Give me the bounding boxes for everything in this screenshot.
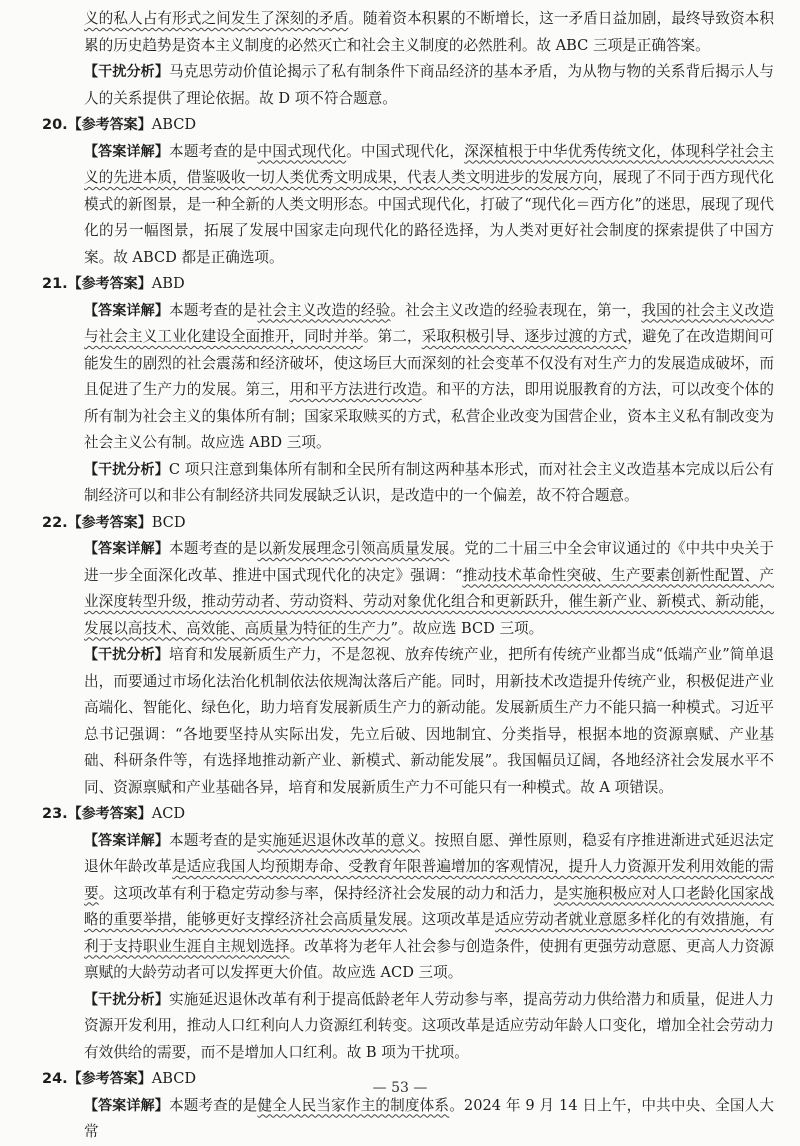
interference-analysis-21: [68, 457, 774, 510]
interference-analysis: [68, 59, 774, 112]
question-number: 22.: [42, 514, 68, 531]
emphasis-text: 社会主义改造的经验: [257, 301, 391, 319]
answer-value: ABD: [151, 275, 185, 292]
emphasis-text: 适应劳动者就业意愿多样化的有效措施，有利于支持职业生涯自主规划选择: [84, 911, 774, 955]
body-text: 本题考查的是: [169, 540, 258, 557]
page-content: [42, 6, 775, 1146]
answer-tag: 【参考答案】: [67, 1071, 152, 1087]
body-text: 实施延迟退休改革有利于提高低龄老年人劳动参与率，提高劳动力供给潜力和质量，促进人力资源开发利用，推动人口红利向人力资源红利转变。这项改革是适应劳动年龄人口变化，增加全社会劳动力有效供给的需要，而不是增加人口红利。故 B 项为干扰项。: [84, 990, 774, 1061]
body-text: 。改革将为老年人社会参与创造条件，使拥有更强劳动意愿、更高人力资源禀赋的大龄劳动者可以发挥更大价值。故应选 ACD 三项。: [84, 937, 774, 981]
answer-detail-22: [68, 536, 774, 642]
emphasis-text: 深深植根于中华优秀传统文化，体现科学社会主义的先进本质，借鉴吸收一切人类优秀文明成果，代表人类文明进步的发展方向: [84, 142, 774, 186]
body-text: C 项只注意到集体所有制和全民所有制这两种基本形式，而对社会主义改造基本完成以后公有制经济可以和非公有制经济共同发展缺乏认识，是改造中的一个偏差，故不符合题意。: [84, 460, 775, 504]
continuation-paragraph: [68, 6, 774, 59]
question-number: 20.: [42, 117, 68, 133]
detail-tag: 【答案详解】: [84, 541, 169, 557]
body-text: 。这项改革有利于稳定劳动参与率，保持经济社会发展的动力和活力，: [98, 884, 554, 902]
detail-tag: 【答案详解】: [84, 832, 169, 849]
answer-line-20: [42, 112, 774, 139]
interference-tag: 【干扰分析】: [84, 991, 169, 1008]
emphasis-text: 健全人民当家作主的制度体系: [257, 1096, 450, 1114]
page-number: — 53 —: [372, 1080, 428, 1096]
interference-tag: 【干扰分析】: [84, 647, 169, 663]
body-text: 。社会主义改造的经验表现在，第一，: [390, 301, 642, 319]
emphasis-text: 实施延迟退休改革的意义: [257, 831, 420, 849]
body-text: 。2024 年 9 月 14 日上午，中共中央、全国人大常: [84, 1096, 774, 1140]
body-text: ，避免了在改造期间可能发生的剧烈的社会震荡和经济破坏，使这场巨大而深刻的社会变革不仅没有对生产力的发展造成破坏，而且促进了生产力的发展。第三，: [84, 328, 774, 398]
emphasis-text: 是实施积极应对人口老龄化国家战略的重要举措，能够更好支撑经济社会高质量发展: [84, 884, 774, 928]
question-number: 23.: [42, 806, 68, 822]
detail-tag: 【答案详解】: [84, 143, 169, 160]
body-text: ”。故应选 BCD 三项。: [390, 619, 544, 637]
body-text: 。这项改革是: [407, 911, 496, 928]
body-text: 马克思劳动价值论揭示了私有制条件下商品经济的基本矛盾，为从物与物的关系背后揭示人与人的关系提供了理论依据。故 D 项不符合题意。: [84, 63, 774, 107]
answer-value: ACD: [151, 805, 186, 822]
answer-value: ABCD: [151, 116, 197, 133]
answer-tag: 【参考答案】: [67, 276, 152, 292]
emphasis-text: 用和平方法进行改造: [289, 381, 422, 398]
interference-tag: 【干扰分析】: [84, 64, 169, 80]
interference-tag: 【干扰分析】: [84, 461, 169, 478]
answer-detail-24: [68, 1093, 774, 1146]
body-text: 。党的二十届三中全会审议通过的《中共中央关于进一步全面深化改革、推进中国式现代化的决定》强调：“: [84, 540, 774, 584]
question-number: 24.: [42, 1071, 68, 1087]
body-text: 本题考查的是: [169, 142, 258, 160]
detail-tag: 【答案详解】: [84, 1097, 169, 1114]
detail-tag: 【答案详解】: [84, 302, 169, 319]
question-number: 21.: [42, 276, 68, 292]
emphasis-text: 推动技术革命性突破、生产要素创新性配置、产业深度转型升级，推动劳动者、劳动资料、劳动对象优化组合和更新跃升，催生新产业、新模式、新动能，发展以高技术、高效能、高质量为特征的生产力: [84, 566, 774, 637]
interference-analysis-22: [68, 642, 774, 801]
body-text: 本题考查的是: [169, 831, 258, 849]
body-text: 培育和发展新质生产力，不是忽视、放弃传统产业，把所有传统产业都当成“低端产业”简单退出，而要通过市场化法治化机制依法依规淘汰落后产能。同时，用新技术改造提升传统产业，积极促进产业高端化、智能化、绿色化，助力培育发展新质生产力的新动能。发展新质生产力不能只搞一种模式。习近平总书记强调：“各地要坚持从实际出发，先立后破、因地制宜、分类指导，根据本地的资源禀赋、产业基础、科研条件等，有选择地推动新产业、新模式、新动能发展”。我国幅员辽阔，各地经济社会发展水平不同、资源禀赋和产业基础各异，培育和发展新质生产力不可能只有一种模式。故 A 项错误。: [84, 646, 774, 796]
body-text: 。第二，: [362, 328, 422, 345]
emphasis-text: 是适应我国人均预期寿命、受教育年限普遍增加的客观情况，提升人力资源开发利用效能的需要: [84, 858, 774, 902]
body-text: 本题考查的是: [168, 1096, 258, 1114]
body-text: 。随着资本积累的不断增长，这一矛盾日益加剧，最终导致资本积累的历史趋势是资本主义制度的必然灭亡和社会主义制度的必然胜利。故 ABC 三项是正确答案。: [84, 10, 774, 54]
emphasis-text: 我国的社会主义改造与社会主义工业化建设全面推开，同时并举: [84, 301, 774, 345]
answer-value: BCD: [151, 513, 186, 531]
answer-line-22: [42, 510, 774, 537]
emphasis-text: 义的私人占有形式之间发生了深刻的矛盾: [84, 10, 349, 27]
answer-line-23: [42, 801, 774, 828]
body-text: 。中国式现代化，: [346, 142, 465, 160]
body-text: 。按照自愿、弹性原则，稳妥有序推进渐进式延迟法定退休年龄改革: [84, 831, 774, 875]
emphasis-text: 采取积极引导、逐步过渡的方式: [421, 328, 628, 345]
answer-detail-21: [68, 298, 774, 457]
body-text: 本题考查的是: [169, 301, 258, 319]
emphasis-text: 中国式现代化: [257, 142, 347, 160]
emphasis-text: 以新发展理念引领高质量发展: [257, 540, 450, 557]
answer-tag: 【参考答案】: [67, 806, 152, 822]
answer-detail-20: [68, 139, 774, 272]
body-text: 。和平的方法，即用说服教育的方法，可以改变个体的所有制为社会主义的集体所有制；国家采取赎买的方式，私营企业改变为国营企业，资本主义私有制改变为社会主义公有制。故应选 ABD 三项。: [84, 381, 774, 451]
answer-tag: 【参考答案】: [67, 117, 152, 133]
answer-value: ABCD: [151, 1070, 197, 1087]
answer-detail-23: [68, 828, 774, 987]
body-text: ，展现了不同于西方现代化模式的新图景，是一种全新的人类文明形态。中国式现代化，打破了“现代化＝西方化”的迷思，展现了现代化的另一幅图景，拓展了发展中国家走向现代化的路径选择，为人类对更好社会制度的探索提供了中国方案。故 ABCD 都是正确选项。: [84, 169, 774, 266]
interference-analysis-23: [68, 987, 774, 1067]
answer-line-21: [42, 271, 774, 298]
answer-tag: 【参考答案】: [67, 514, 152, 531]
